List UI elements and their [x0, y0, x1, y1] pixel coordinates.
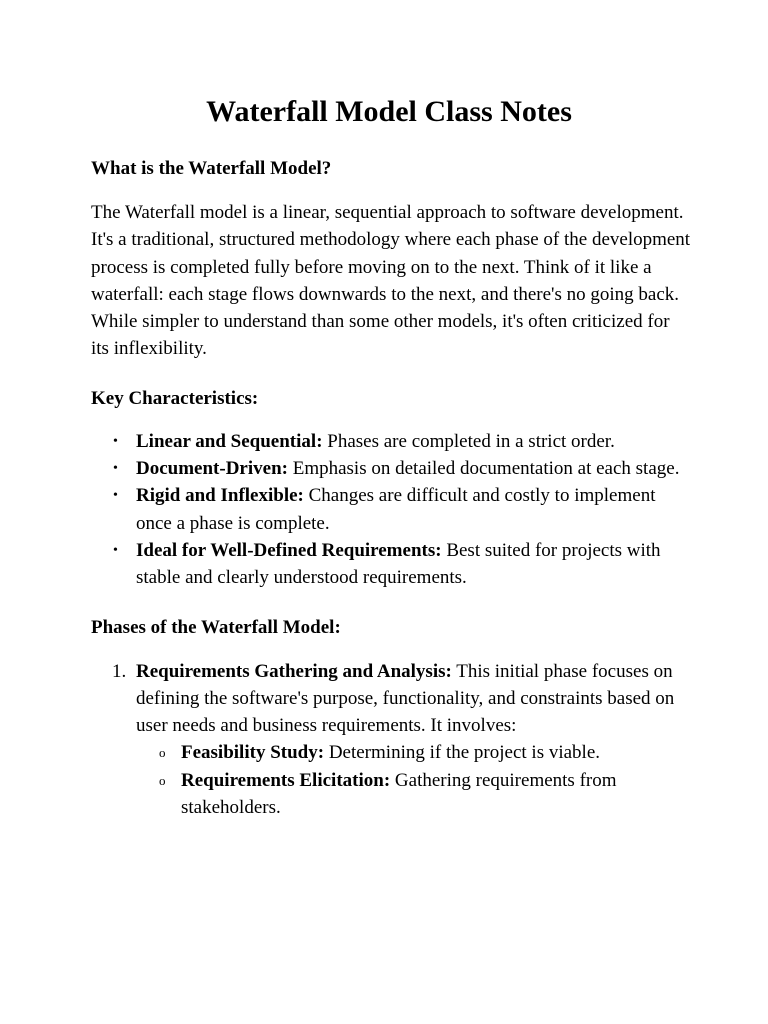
item-term: Ideal for Well-Defined Requirements:	[136, 539, 442, 561]
section-heading-what: What is the Waterfall Model?	[91, 158, 332, 179]
list-item	[91, 428, 691, 455]
phase-text: This initial phase focuses on defining the software's purpose, functionality, and constraints based on user needs and business requirements. It involves:	[136, 660, 675, 737]
item-term: Rigid and Inflexible:	[136, 485, 304, 507]
sub-item-term: Feasibility Study:	[181, 742, 325, 764]
bullet-icon: •	[113, 542, 118, 558]
document-title: Waterfall Model Class Notes	[206, 95, 572, 128]
phase-number: 1.	[112, 660, 127, 682]
bullet-icon: •	[113, 488, 118, 504]
item-term: Document-Driven:	[136, 458, 288, 480]
sub-item-text: Determining if the project is viable.	[324, 742, 601, 764]
circle-bullet-icon: o	[159, 745, 166, 761]
sub-item-text: Gathering requirements from stakeholders.	[181, 769, 617, 819]
document-page	[91, 92, 691, 821]
sub-item-term: Requirements Elicitation:	[181, 769, 391, 791]
item-text: Phases are completed in a strict order.	[322, 430, 615, 452]
item-text: Best suited for projects with stable and clearly understood requirements.	[136, 539, 661, 589]
bullet-icon: •	[113, 433, 118, 449]
phase-sublist	[136, 739, 691, 821]
list-item	[91, 455, 691, 482]
item-term: Linear and Sequential:	[136, 430, 323, 452]
phase-term: Requirements Gathering and Analysis:	[136, 660, 452, 682]
item-text: Changes are difficult and costly to implement once a phase is complete.	[136, 485, 656, 534]
section-heading-phases: Phases of the Waterfall Model:	[91, 616, 341, 638]
list-item	[91, 482, 691, 537]
sub-list-item	[136, 739, 691, 766]
characteristics-list	[91, 428, 691, 592]
bullet-icon: •	[113, 461, 118, 477]
what-paragraph: The Waterfall model is a linear, sequential approach to software development. It's a traditional, structured methodology where each phase of the development process is completed fully before moving on to the next. Think of it like a waterfall: each stage flows downwards to the next, and there's no going back. While simpler to understand than some other models, it's often criticized for its inflexibility.	[91, 202, 691, 360]
item-text: Emphasis on detailed documentation at each stage.	[287, 458, 680, 480]
section-heading-characteristics: Key Characteristics:	[91, 387, 259, 409]
sub-list-item	[136, 767, 691, 822]
list-item	[91, 537, 691, 592]
phases-list	[91, 658, 691, 822]
circle-bullet-icon: o	[159, 772, 166, 788]
phase-item	[91, 658, 691, 822]
